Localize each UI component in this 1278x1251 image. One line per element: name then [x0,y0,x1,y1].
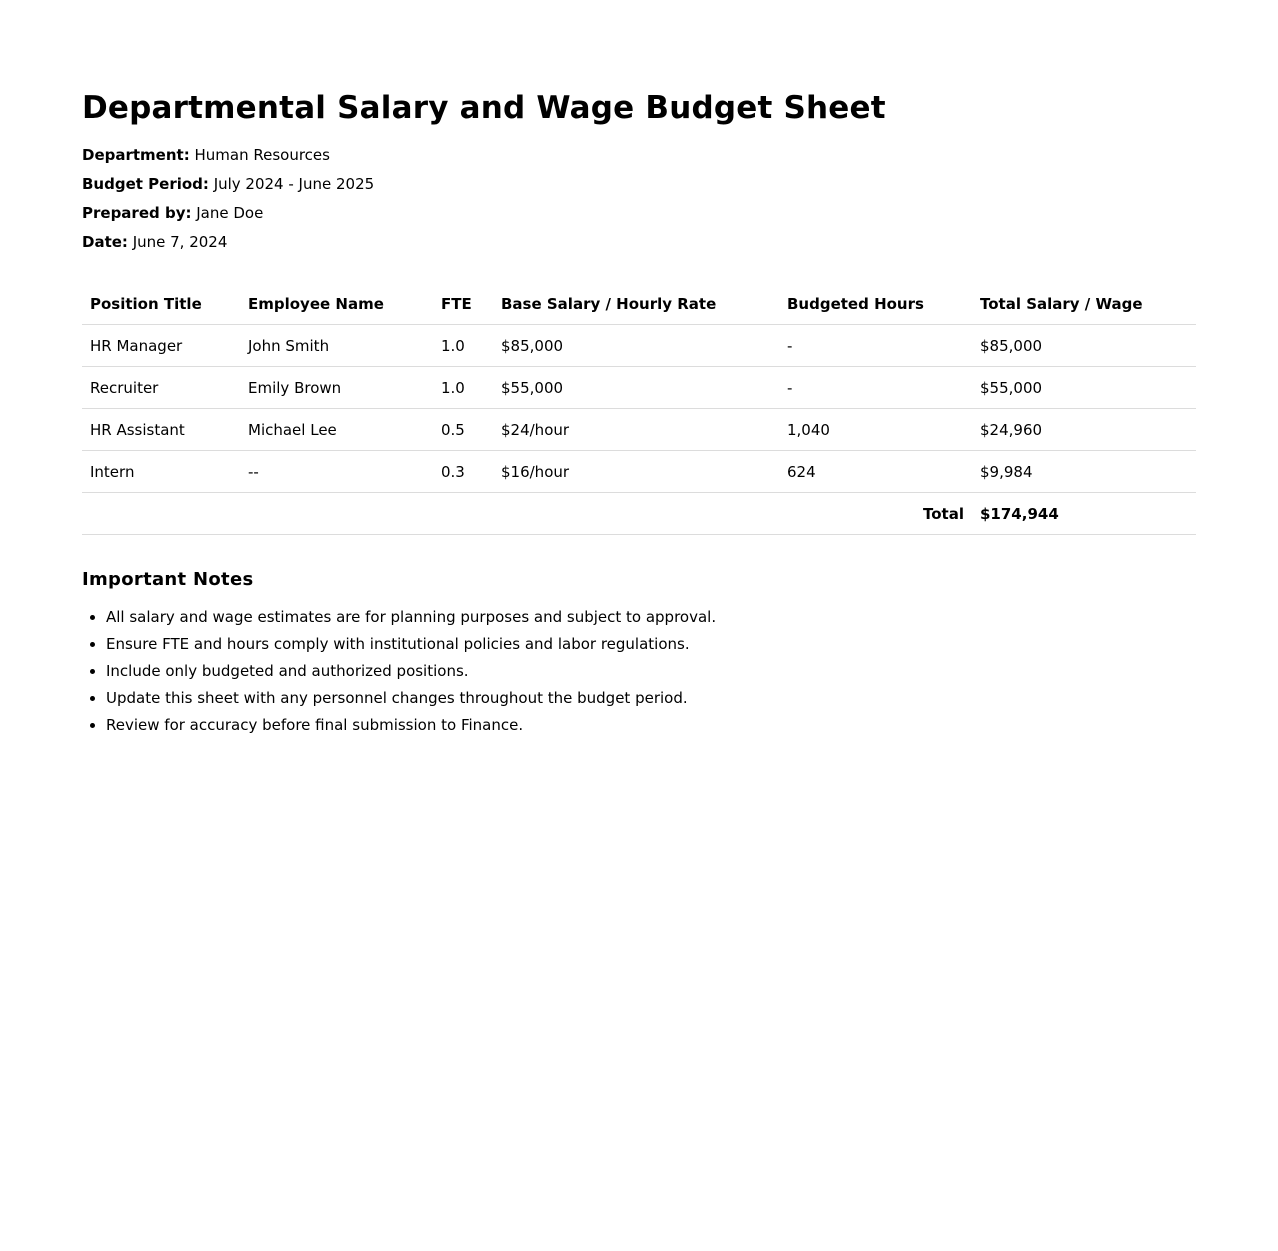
column-header-budgeted-hours: Budgeted Hours [779,283,972,325]
cell-position-title: Intern [82,451,240,493]
table-row [82,367,1196,409]
list-item: • Update this sheet with any personnel changes throughout the budget period. [106,685,716,712]
table-total-row [82,493,1196,535]
cell-employee-name: Michael Lee [240,409,433,451]
cell-base-salary: $24/hour [493,409,779,451]
cell-budgeted-hours: 624 [779,451,972,493]
list-item: • Include only budgeted and authorized positions. [106,658,716,685]
meta-label: Prepared by: [82,204,192,222]
meta-value: Jane Doe [196,204,264,222]
cell-total-salary: $85,000 [972,325,1196,367]
meta-budget-period [82,170,374,199]
cell-position-title: HR Manager [82,325,240,367]
table-row [82,451,1196,493]
total-value: $174,944 [972,493,1196,535]
cell-employee-name: -- [240,451,433,493]
meta-value: Human Resources [194,146,330,164]
cell-fte: 0.3 [433,451,493,493]
cell-position-title: HR Assistant [82,409,240,451]
list-item: • All salary and wage estimates are for planning purposes and subject to approval. [106,604,716,631]
cell-base-salary: $85,000 [493,325,779,367]
list-item: • Ensure FTE and hours comply with institutional policies and labor regulations. [106,631,716,658]
column-header-total-salary: Total Salary / Wage [972,283,1196,325]
cell-employee-name: John Smith [240,325,433,367]
page-title: Departmental Salary and Wage Budget Sheet [82,90,886,126]
cell-employee-name: Emily Brown [240,367,433,409]
cell-base-salary: $55,000 [493,367,779,409]
column-header-base-salary: Base Salary / Hourly Rate [493,283,779,325]
cell-fte: 1.0 [433,325,493,367]
meta-label: Date: [82,233,128,251]
notes-list [82,604,716,739]
list-item: • Review for accuracy before final submission to Finance. [106,712,716,739]
cell-base-salary: $16/hour [493,451,779,493]
meta-department [82,141,374,170]
document-meta [82,141,374,257]
meta-value: June 7, 2024 [132,233,228,251]
meta-label: Budget Period: [82,175,209,193]
cell-total-salary: $24,960 [972,409,1196,451]
meta-value: July 2024 - June 2025 [213,175,375,193]
column-header-employee-name: Employee Name [240,283,433,325]
cell-budgeted-hours: - [779,367,972,409]
cell-total-salary: $55,000 [972,367,1196,409]
column-header-position-title: Position Title [82,283,240,325]
meta-prepared-by [82,199,374,228]
meta-date [82,228,374,257]
cell-position-title: Recruiter [82,367,240,409]
total-label: Total [82,493,972,535]
cell-budgeted-hours: 1,040 [779,409,972,451]
meta-label: Department: [82,146,190,164]
table-row [82,325,1196,367]
table-row [82,409,1196,451]
table-header-row [82,283,1196,325]
cell-budgeted-hours: - [779,325,972,367]
column-header-fte: FTE [433,283,493,325]
cell-fte: 1.0 [433,367,493,409]
cell-fte: 0.5 [433,409,493,451]
budget-table [82,283,1196,535]
notes-heading: Important Notes [82,569,254,590]
cell-total-salary: $9,984 [972,451,1196,493]
